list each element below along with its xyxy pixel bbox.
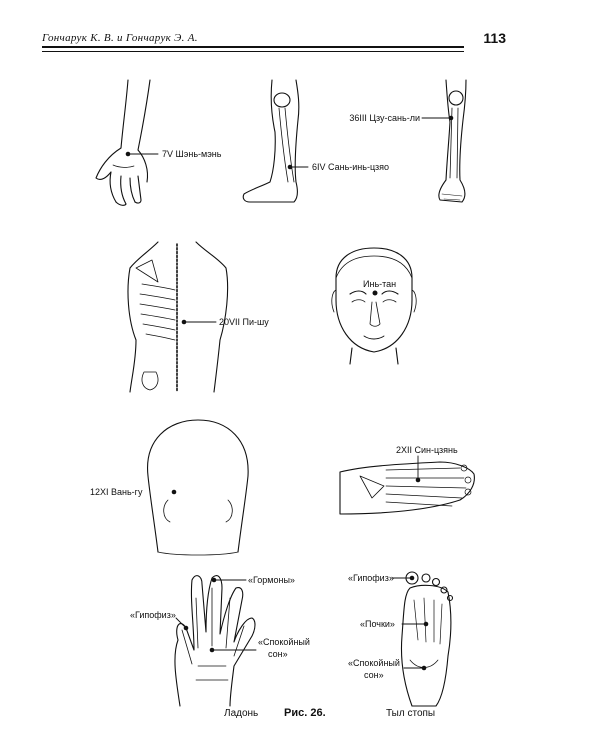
label-knee-point: 36III Цзу-сань-ли [349, 113, 420, 123]
label-sole-kidneys: «Почки» [360, 619, 395, 629]
figure-caption: Рис. 26. [284, 707, 326, 719]
label-foot-top-point: 2XII Син-цзянь [396, 445, 458, 455]
sole-caption: Тыл стопы [386, 708, 436, 719]
label-shin-point: 6IV Сань-инь-цзяо [312, 162, 390, 172]
palm-illustration [175, 576, 255, 706]
label-palm-pituitary: «Гипофиз» [130, 610, 176, 620]
page-number: 113 [483, 30, 506, 46]
label-wrist-point: 7V Шэнь-мэнь [162, 149, 222, 159]
running-head-authors: Гончарук К. В. и Гончарук Э. А. [42, 32, 198, 44]
label-sole-sleep-line2: сон» [364, 670, 384, 680]
palm-caption: Ладонь [224, 708, 259, 719]
point-marker-palm-pituitary [184, 626, 189, 631]
label-palm-sleep-line1: «Спокойный [258, 637, 310, 647]
label-sole-pituitary: «Гипофиз» [348, 573, 394, 583]
label-palm-sleep-line2: сон» [268, 649, 288, 659]
label-sole-sleep-line1: «Спокойный [348, 658, 400, 668]
back-ribs-illustration [128, 242, 228, 392]
label-palm-hormones: «Гормоны» [248, 575, 295, 585]
point-marker-head-back [172, 490, 177, 495]
label-back-point: 20VII Пи-шу [219, 317, 269, 327]
head-back-illustration [148, 420, 249, 555]
label-head-back-point: 12XI Вань-гу [90, 487, 143, 497]
point-marker-forehead [373, 291, 378, 296]
foot-top-illustration [340, 462, 474, 514]
lower-leg-illustration [243, 80, 299, 202]
face-illustration [332, 248, 416, 364]
leg-front-illustration [439, 80, 466, 202]
hand-wrist-illustration [96, 80, 150, 205]
label-forehead-point: Инь-тан [363, 279, 397, 289]
sole-illustration [401, 572, 452, 706]
